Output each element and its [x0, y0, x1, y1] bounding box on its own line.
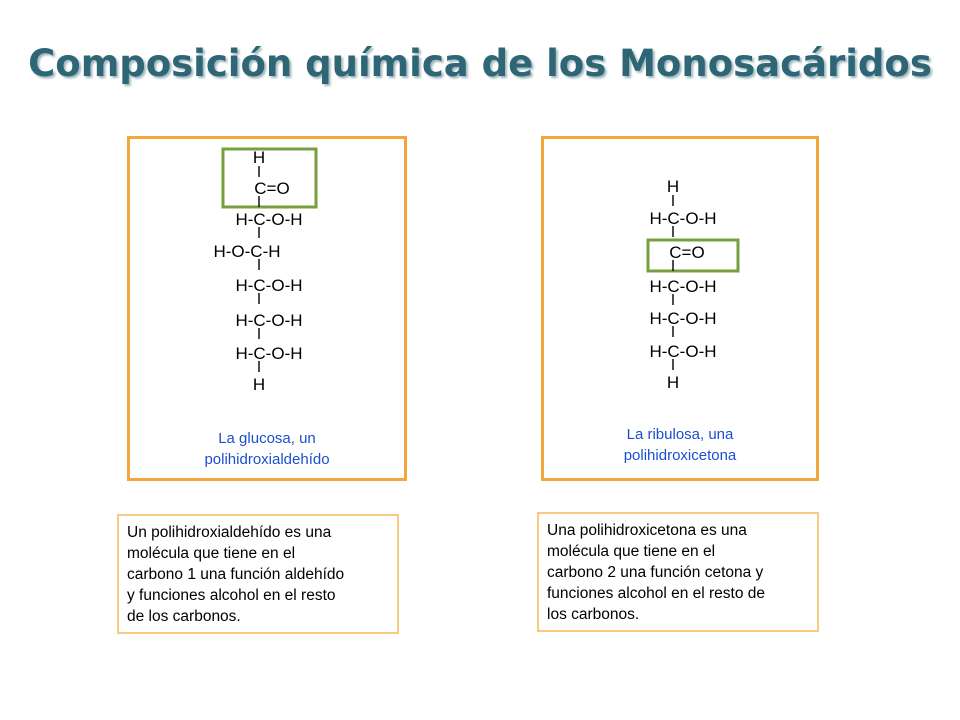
- polihidroxialdehido-definition-box: [117, 514, 399, 634]
- structure-line: H-C-O-H: [235, 344, 303, 363]
- structure-line: H-C-O-H: [235, 276, 303, 295]
- structure-line: H-C-O-H: [235, 311, 303, 330]
- definition-line: carbono 1 una función aldehído: [127, 566, 345, 583]
- structure-line: H: [252, 148, 266, 167]
- structure-line: H-C-O-H: [649, 309, 717, 328]
- ribulose-caption: [544, 424, 816, 466]
- structure-line: H: [252, 375, 266, 394]
- structure-line: H-C-O-H: [649, 277, 717, 296]
- ribulose-structure-panel: [541, 136, 819, 481]
- structure-line: C=O: [669, 243, 705, 262]
- glucose-caption: [130, 428, 404, 470]
- aldehyde-highlight-box: [223, 149, 316, 207]
- definition-line: carbono 2 una función cetona y: [547, 564, 764, 581]
- polihidroxicetona-definition-box: [537, 512, 819, 632]
- definition-line: molécula que tiene en el: [127, 545, 296, 562]
- definition-line: de los carbonos.: [127, 608, 241, 625]
- structure-line: H-C-O-H: [235, 210, 303, 229]
- structure-line: C=O: [254, 179, 290, 198]
- structure-line: H-O-C-H: [213, 242, 281, 261]
- structure-line: H: [666, 177, 680, 196]
- caption-line: La glucosa, un: [218, 430, 316, 447]
- definition-line: y funciones alcohol en el resto: [127, 587, 336, 604]
- definition-line: funciones alcohol en el resto de: [547, 585, 766, 602]
- caption-line: La ribulosa, una: [626, 426, 734, 443]
- structure-line: H-C-O-H: [649, 209, 717, 228]
- definition-line: Una polihidroxicetona es una: [547, 522, 747, 539]
- definition-line: los carbonos.: [547, 606, 640, 623]
- definition-line: Un polihidroxialdehído es una: [127, 524, 332, 541]
- structure-line: H: [666, 373, 680, 392]
- structure-line: H-C-O-H: [649, 342, 717, 361]
- glucose-structure-panel: [127, 136, 407, 481]
- caption-line: polihidroxialdehído: [204, 451, 330, 468]
- caption-line: polihidroxicetona: [623, 447, 737, 464]
- page-title: Composición química de los Monosacáridos: [28, 42, 932, 85]
- definition-line: molécula que tiene en el: [547, 543, 716, 560]
